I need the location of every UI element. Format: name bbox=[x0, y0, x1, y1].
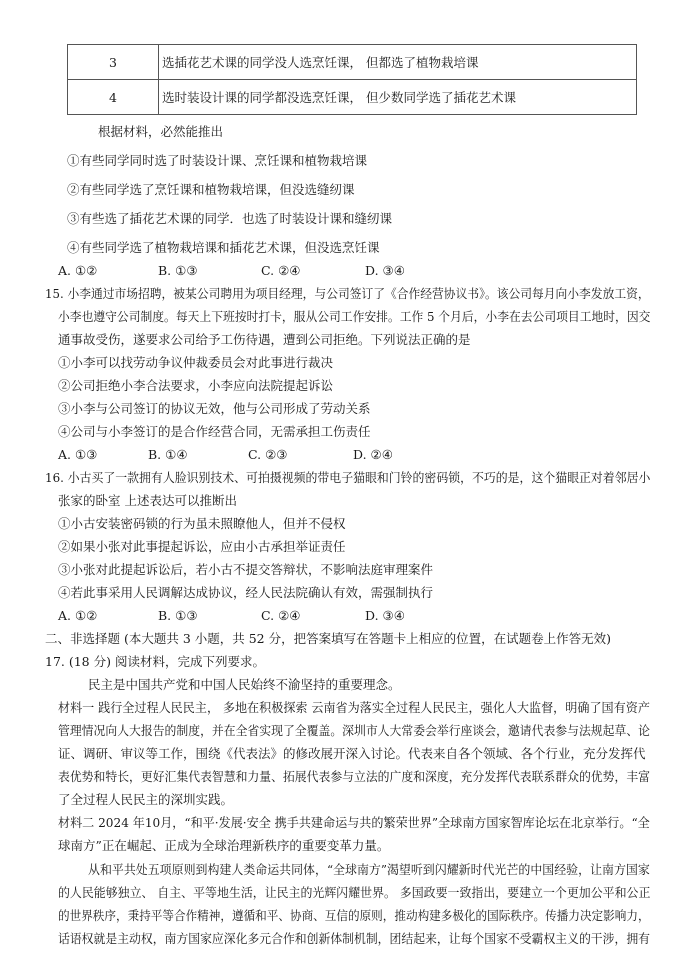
q17-line-8: 材料二 2024 年10月，“和平·发展·安全 携手共建命运与共的繁荣世界”全球南方国家智库论坛在北京举行。“全 bbox=[58, 815, 650, 830]
q14-statement-4: ④有些同学选了植物栽培课和插花艺术课，但没选烹饪课 bbox=[67, 240, 380, 255]
table-cell-number: 4 bbox=[68, 80, 159, 115]
q15-options bbox=[58, 446, 658, 464]
option-b: B. ①③ bbox=[158, 263, 198, 278]
q16-stem-line-1: 16. 小古买了一款拥有人脸识别技术、可拍摄视频的带电子猫眼和门铃的密码锁，不巧的是，这个猫眼正对着邻居小 bbox=[45, 470, 651, 485]
q17-line-10: 从和平共处五项原则到构建人类命运共同体，“全球南方”渴望听到闪耀新时代光芒的中国经验，让南方国家 bbox=[88, 862, 650, 877]
q17-line-4: 管理情况向人大报告的制度，并在全省实现了全覆盖。深圳市人大常委会举行座谈会，邀请代表参与法规起草、论 bbox=[58, 723, 651, 738]
option-c: C. ②④ bbox=[261, 608, 301, 623]
q17-line-1: 17. (18 分) 阅读材料，完成下列要求。 bbox=[45, 654, 265, 669]
table-cell-text: 选插花艺术课的同学没人选烹饪课， 但都选了植物栽培课 bbox=[159, 45, 637, 80]
q17-line-12: 的世界秩序，秉持平等合作精神，遵循和平、协商、互信的原则，推动构建多极化的国际秩序。传播力决定影响力， bbox=[58, 908, 650, 923]
q15-stem-line-2: 小李也遵守公司制度。每天上下班按时打卡，服从公司工作安排。工作 5 个月后，小李在去公司项目工地时，因交 bbox=[58, 309, 651, 324]
option-b: B. ①④ bbox=[148, 447, 188, 462]
q14-statement-1: ①有些同学同时选了时装设计课、烹饪课和植物栽培课 bbox=[67, 153, 368, 168]
q16-statement-1: ①小古安装密码锁的行为虽未照瞭他人，但并不侵权 bbox=[58, 516, 346, 531]
q15-statement-4: ④公司与小李签订的是合作经营合同，无需承担工伤责任 bbox=[58, 424, 371, 439]
table-row bbox=[68, 80, 637, 115]
option-d: D. ③④ bbox=[365, 608, 405, 623]
q16-stem-line-2: 张家的卧室 上述表达可以推断出 bbox=[58, 493, 237, 508]
q17-line-13: 话语权就是主动权，南方国家应深化多元合作和创新体制机制，团结起来，让每个国家不受霸权主义的干涉，拥有 bbox=[58, 931, 651, 946]
option-d: D. ③④ bbox=[365, 263, 405, 278]
q16-statement-3: ③小张对此提起诉讼后，若小古不提交答辩状，不影响法庭审理案件 bbox=[58, 562, 434, 577]
option-d: D. ②④ bbox=[353, 447, 393, 462]
option-a: A. ①② bbox=[58, 608, 98, 623]
condition-table bbox=[67, 44, 637, 115]
table-cell-text: 选时装设计课的同学都没选烹饪课， 但少数同学选了插花艺术课 bbox=[159, 80, 637, 115]
q15-stem-line-3: 通事故受伤，遂要求公司给予工伤待遇，遭到公司拒绝。下列说法正确的是 bbox=[58, 332, 471, 347]
q15-statement-1: ①小李可以找劳动争议仲裁委员会对此事进行裁决 bbox=[58, 355, 334, 370]
q16-options bbox=[58, 607, 658, 625]
table-cell-number: 3 bbox=[68, 45, 159, 80]
q17-line-9: 球南方”正在崛起、正成为全球治理新秩序的重要变革力量。 bbox=[58, 838, 390, 853]
q14-intro: 根据材料，必然能推出 bbox=[98, 124, 224, 139]
option-c: C. ②④ bbox=[261, 263, 301, 278]
q14-options bbox=[58, 262, 658, 280]
q17-line-3: 材料一 践行全过程人民民主， 多地在积极探索 云南省为落实全过程人民民主，强化人大监督，明确了国有资产 bbox=[58, 700, 650, 715]
q15-stem-line-1: 15. 小李通过市场招聘，被某公司聘用为项目经理，与公司签订了《合作经营协议书》。该公司每月向小李发放工资， bbox=[45, 286, 650, 301]
q15-statement-2: ②公司拒绝小李合法要求，小李应向法院提起诉讼 bbox=[58, 378, 334, 393]
option-a: A. ①② bbox=[58, 263, 98, 278]
q14-statement-3: ③有些选了插花艺术课的同学．也选了时装设计课和缝纫课 bbox=[67, 211, 393, 226]
option-c: C. ②③ bbox=[248, 447, 288, 462]
q17-line-11: 的人民能够独立、 自主、平等地生活，让民主的光辉闪耀世界。 多国政要一致指出，要建立一个更加公平和公正 bbox=[58, 885, 651, 900]
option-b: B. ①③ bbox=[158, 608, 198, 623]
q17-line-7: 了全过程人民民主的深圳实践。 bbox=[58, 792, 234, 807]
q17-line-2: 民主是中国共产党和中国人民始终不渝坚持的重要理念。 bbox=[88, 677, 401, 692]
q14-statement-2: ②有些同学选了烹饪课和植物栽培课，但没选缝纫课 bbox=[67, 182, 355, 197]
section-heading: 二、非选择题 (本大题共 3 小题，共 52 分，把答案填写在答题卡上相应的位置，在试题卷上作答无效) bbox=[45, 631, 611, 646]
q16-statement-2: ②如果小张对此事提起诉讼，应由小古承担举证责任 bbox=[58, 539, 346, 554]
table-row bbox=[68, 45, 637, 80]
q17-line-5: 证、调研、审议等工作，围绕《代表法》的修改展开深入讨论。代表来自各个领域、各个行业，充分发挥代 bbox=[58, 746, 646, 761]
q17-line-6: 表优势和特长，更好汇集代表智慧和力量、拓展代表参与立法的广度和深度，充分发挥代表联系群众的优势，丰富 bbox=[58, 769, 651, 784]
q16-statement-4: ④若此事采用人民调解达成协议，经人民法院确认有效，需强制执行 bbox=[58, 585, 434, 600]
q15-statement-3: ③小李与公司签订的协议无效，他与公司形成了劳动关系 bbox=[58, 401, 371, 416]
option-a: A. ①③ bbox=[58, 447, 98, 462]
